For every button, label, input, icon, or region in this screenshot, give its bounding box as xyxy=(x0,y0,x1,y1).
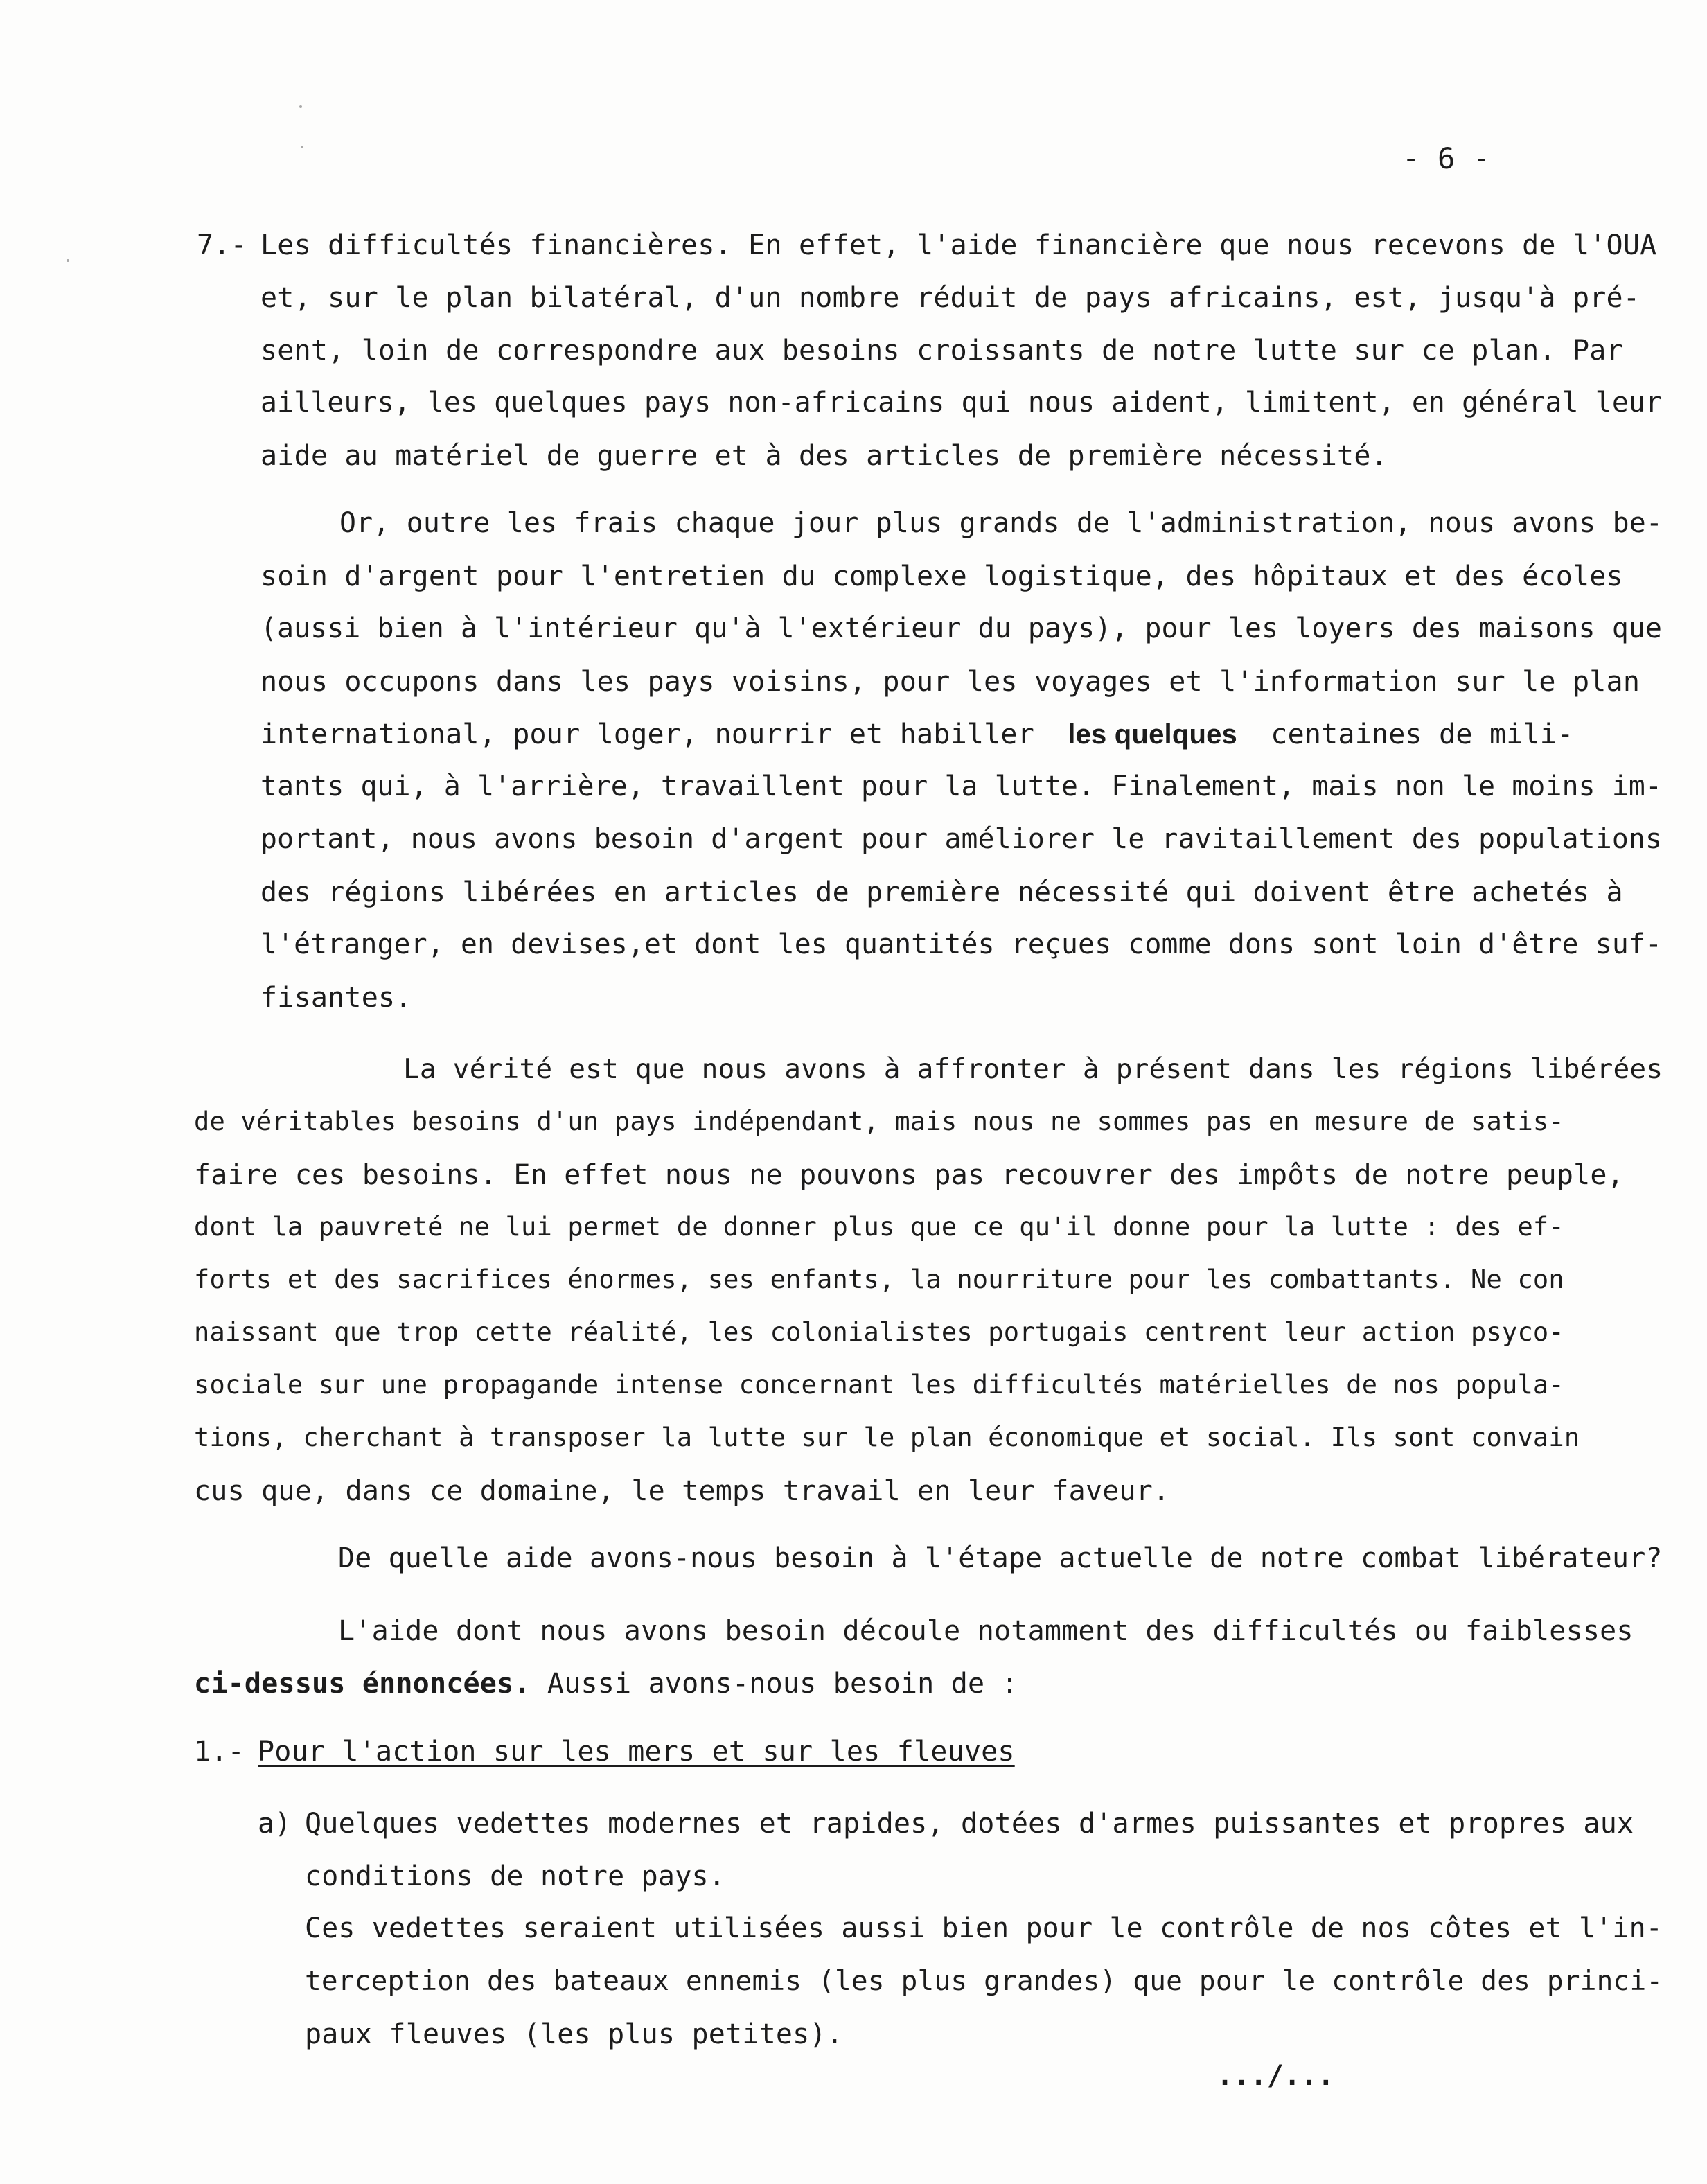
scan-speck xyxy=(67,259,69,262)
paragraph-line: soin d'argent pour l'entretien du complexe logistique, des hôpitaux et des écoles xyxy=(260,561,1623,592)
item-a-line: Quelques vedettes modernes et rapides, dotées d'armes puissantes et propres aux xyxy=(305,1808,1634,1840)
item-a-line: conditions de notre pays. xyxy=(305,1860,726,1892)
paragraph-line: portant, nous avons besoin d'argent pour améliorer le ravitaillement des populations xyxy=(260,823,1663,855)
section-7-line: sent, loin de correspondre aux besoins croissants de notre lutte sur ce plan. Par xyxy=(260,335,1623,367)
paragraph-line: naissant que trop cette réalité, les colonialistes portugais centrent leur action psyco- xyxy=(194,1317,1564,1347)
continuation-marker: .../... xyxy=(1217,2060,1334,2092)
paragraph-line: l'étranger, en devises,et dont les quantités reçues comme dons sont loin d'être suf- xyxy=(260,928,1663,960)
paragraph-line: Or, outre les frais chaque jour plus grands de l'administration, nous avons be- xyxy=(339,507,1663,539)
paragraph-line: dont la pauvreté ne lui permet de donner plus que ce qu'il donne pour la lutte : des ef- xyxy=(194,1212,1564,1242)
paragraph-line: nous occupons dans les pays voisins, pour les voyages et l'information sur le plan xyxy=(260,666,1640,698)
line-end-text: centaines de mili- xyxy=(1271,719,1574,750)
item-a-line: Ces vedettes seraient utilisées aussi bien pour le contrôle de nos côtes et l'in- xyxy=(305,1912,1663,1944)
paragraph-line: de véritables besoins d'un pays indépendant, mais nous ne sommes pas en mesure de satis- xyxy=(194,1107,1564,1136)
line-rest-text: Aussi avons-nous besoin de : xyxy=(530,1668,1018,1700)
paragraph-line: fisantes. xyxy=(260,982,412,1014)
line-start-text: international, pour loger, nourrir et habiller xyxy=(260,719,1034,750)
paragraph-line: cus que, dans ce domaine, le temps travail en leur faveur. xyxy=(194,1475,1170,1507)
item-a-line: terception des bateaux ennemis (les plus grandes) que pour le contrôle des princi- xyxy=(305,1965,1663,1997)
section-7-line: ailleurs, les quelques pays non-africains qui nous aident, limitent, en général leur xyxy=(260,387,1663,419)
paragraph-line: La vérité est que nous avons à affronter à présent dans les régions libérées xyxy=(403,1053,1663,1085)
paragraph-line: tions, cherchant à transposer la lutte sur le plan économique et social. Ils sont convain xyxy=(194,1423,1580,1452)
section-7-line: et, sur le plan bilatéral, d'un nombre réduit de pays africains, est, jusqu'à pré- xyxy=(260,282,1640,314)
question-line: De quelle aide avons-nous besoin à l'étape actuelle de notre combat libérateur? xyxy=(338,1542,1663,1574)
scan-speck xyxy=(299,105,302,108)
section-7-line: aide au matériel de guerre et à des articles de première nécessité. xyxy=(260,440,1388,472)
item-1-number: 1.- xyxy=(194,1736,245,1768)
scan-speck xyxy=(301,146,303,148)
item-a-label: a) xyxy=(258,1808,292,1840)
paragraph-line: faire ces besoins. En effet nous ne pouvons pas recouvrer des impôts de notre peuple, xyxy=(194,1159,1624,1191)
inserted-phrase: les quelques xyxy=(1068,719,1237,750)
paragraph-line: sociale sur une propagande intense concernant les difficultés matérielles de nos popula- xyxy=(194,1370,1564,1400)
paragraph-line: (aussi bien à l'intérieur qu'à l'extérieur du pays), pour les loyers des maisons que xyxy=(260,613,1663,644)
section-7-line: Les difficultés financières. En effet, l'aide financière que nous recevons de l'OUA xyxy=(260,229,1657,261)
item-1-heading: Pour l'action sur les mers et sur les fleuves xyxy=(258,1736,1015,1768)
paragraph-line: tants qui, à l'arrière, travaillent pour la lutte. Finalement, mais non le moins im- xyxy=(260,770,1663,802)
paragraph-line xyxy=(260,721,1573,748)
section-7-number: 7.- xyxy=(197,229,247,261)
paragraph-line: des régions libérées en articles de première nécessité qui doivent être achetés à xyxy=(260,877,1623,908)
paragraph-line xyxy=(194,1670,1018,1698)
item-a-line: paux fleuves (les plus petites). xyxy=(305,2018,844,2050)
bold-phrase: ci-dessus énnoncées. xyxy=(194,1668,531,1700)
paragraph-line: L'aide dont nous avons besoin découle notamment des difficultés ou faiblesses xyxy=(338,1615,1634,1647)
page-number: - 6 - xyxy=(1402,141,1491,175)
paragraph-line: forts et des sacrifices énormes, ses enfants, la nourriture pour les combattants. Ne con xyxy=(194,1265,1564,1294)
